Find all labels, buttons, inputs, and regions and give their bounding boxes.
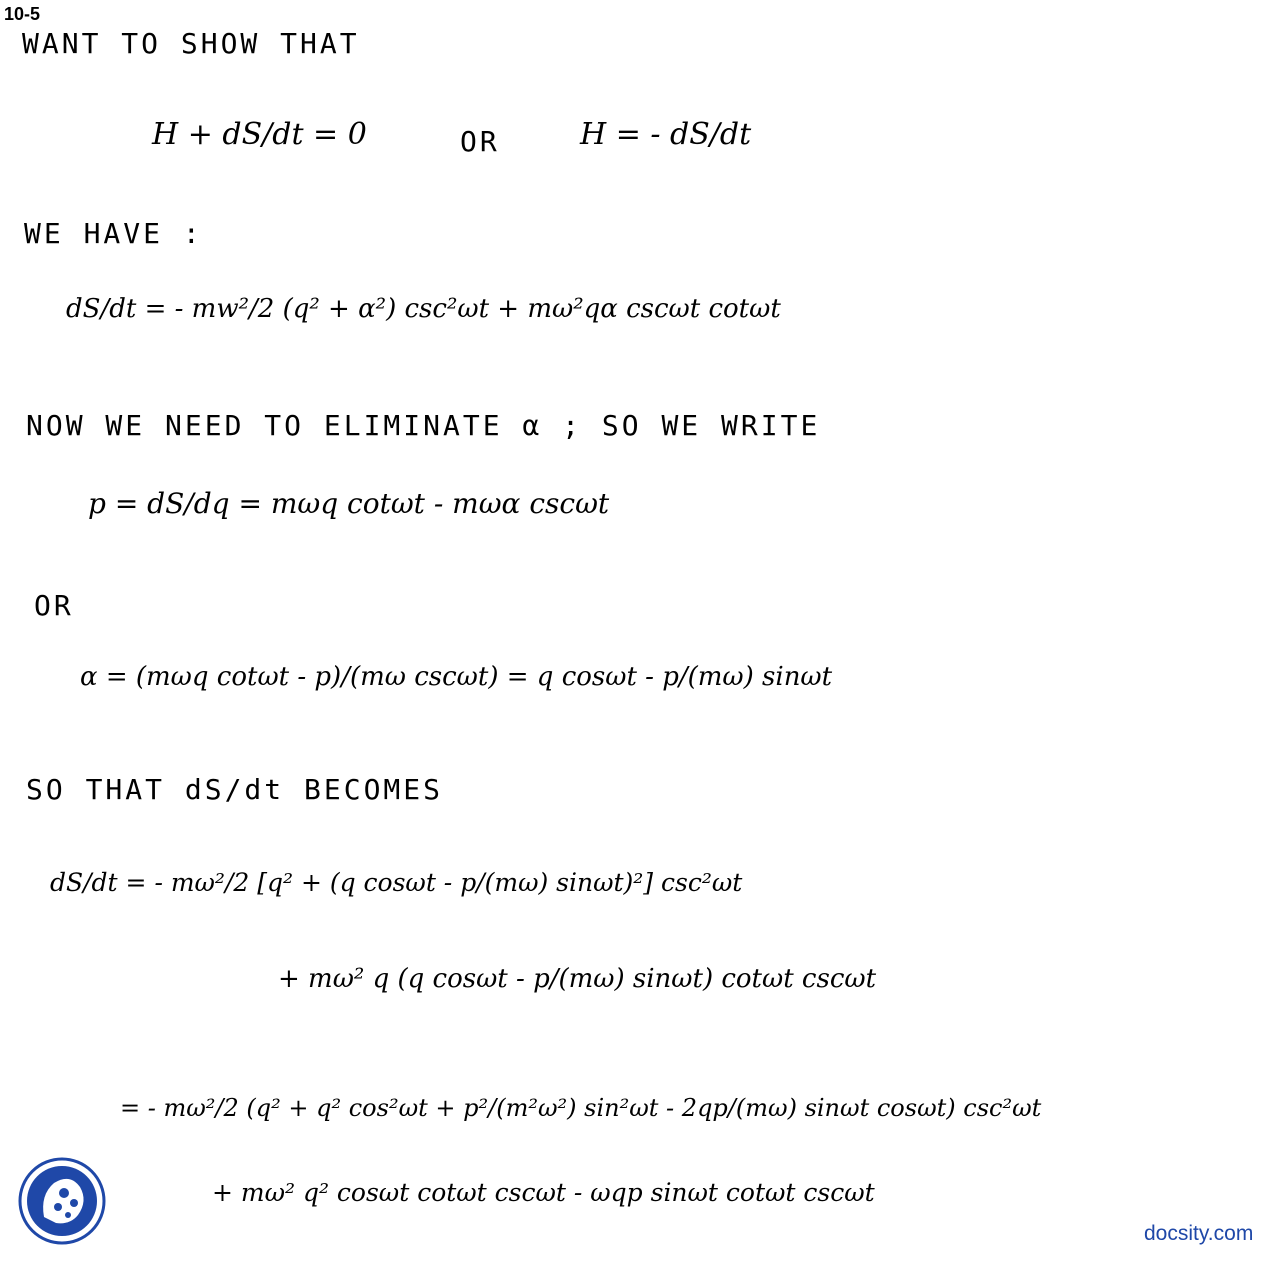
line-so-that: SO THAT dS/dt BECOMES <box>26 773 444 806</box>
line-now-we-need: NOW WE NEED TO ELIMINATE α ; SO WE WRITE <box>26 409 821 442</box>
equation-dsdt: dS/dt = - mw²/2 (q² + α²) csc²ωt + mω²qα cscωt cotωt <box>66 294 781 324</box>
problem-label: 10-5 <box>4 4 41 24</box>
docsity-site-link[interactable]: docsity.com <box>1144 1222 1254 1245</box>
equation-expand-1: = - mω²/2 (q² + q² cos²ωt + p²/(m²ω²) sin²ωt - 2qp/(mω) sinωt cosωt) csc²ωt <box>120 1094 1042 1122</box>
equation-becomes-2: + mω² q (q cosωt - p/(mω) sinωt) cotωt cscωt <box>278 964 877 994</box>
equation-alpha-def: α = (mωq cotωt - p)/(mω cscωt) = q cosωt - p/(mω) sinωt <box>80 662 833 692</box>
equation-h-equals: H = - dS/dt <box>580 117 752 152</box>
equation-expand-2: + mω² q² cosωt cotωt cscωt - ωqp sinωt cotωt cscωt <box>212 1178 875 1207</box>
equation-becomes-1: dS/dt = - mω²/2 [q² + (q cosωt - p/(mω) sinωt)²] csc²ωt <box>50 868 743 897</box>
equation-h-plus-ds: H + dS/dt = 0 <box>152 117 367 152</box>
line-we-have: WE HAVE : <box>24 217 203 250</box>
line-want-to-show: WANT TO SHOW THAT <box>22 27 360 60</box>
or-text-2: OR <box>34 589 74 622</box>
equation-p-def: p = dS/dq = mωq cotωt - mωα cscωt <box>88 487 610 520</box>
or-text-1: OR <box>460 125 500 158</box>
docsity-logo-icon[interactable] <box>18 1157 106 1245</box>
